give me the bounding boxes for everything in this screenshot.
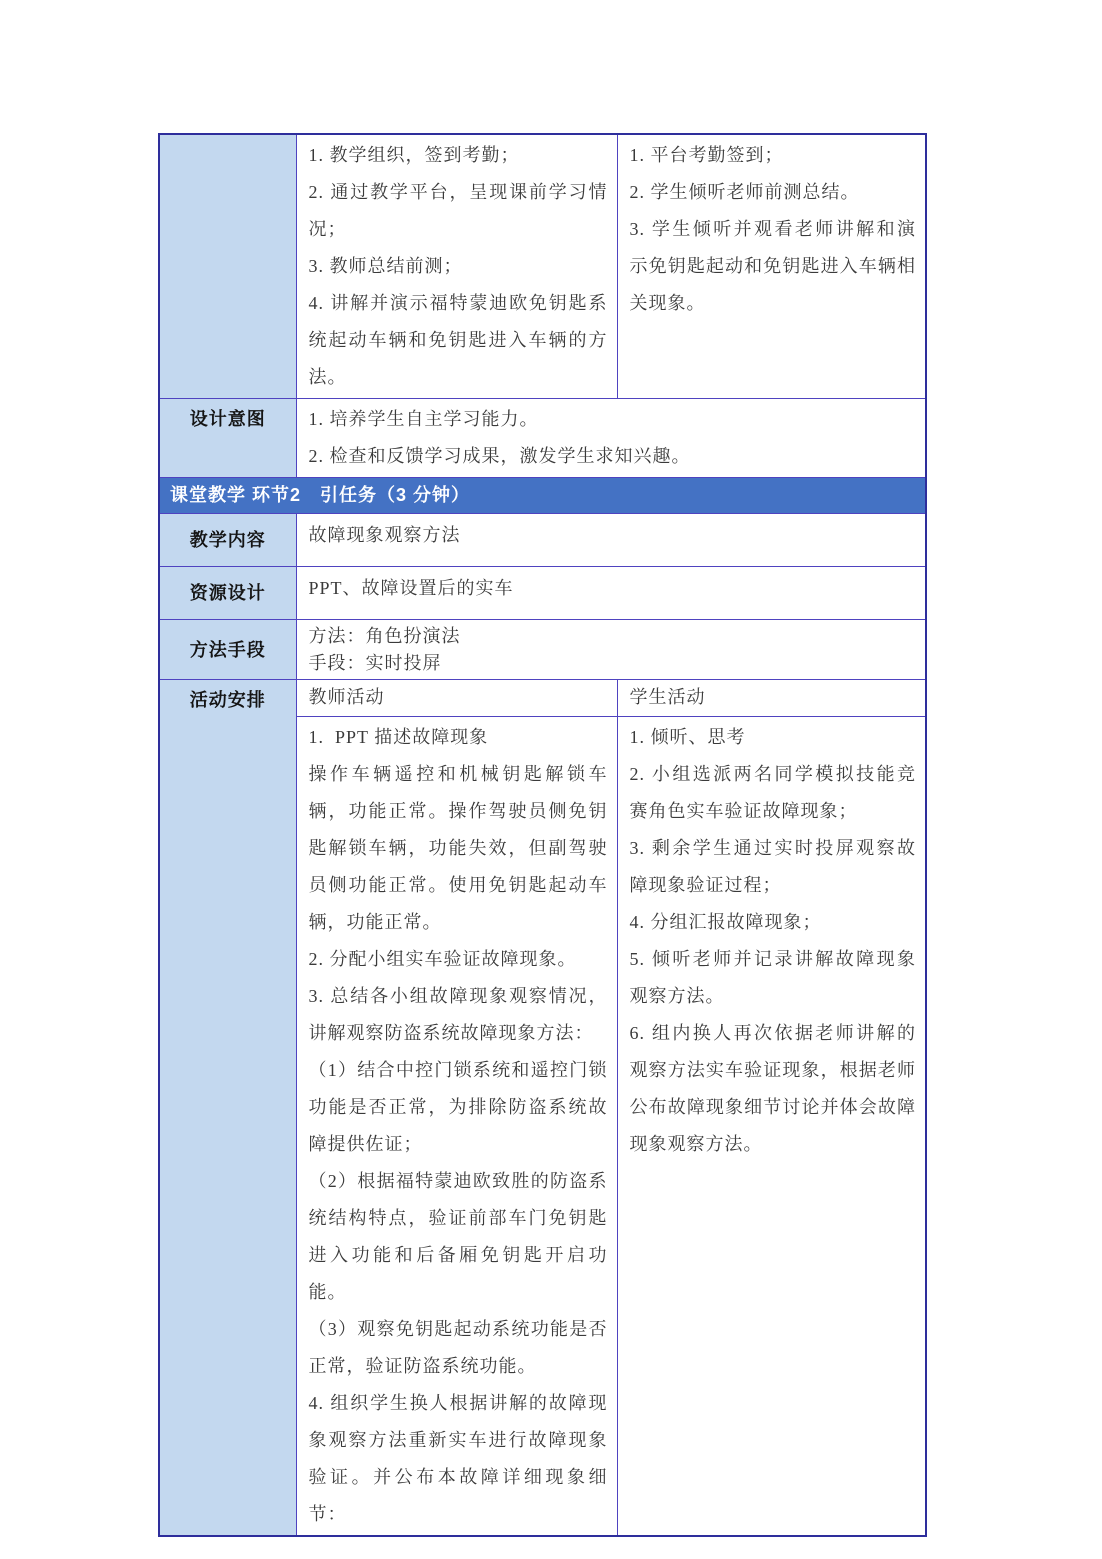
paragraph: 4. 组织学生换人根据讲解的故障现象观察方法重新实车进行故障现象验证。并公布本故障详细现象细节：: [308, 1393, 608, 1524]
cell-continuation-teacher: [296, 134, 617, 399]
cell-design-intent: [296, 399, 926, 478]
paragraph: 方法：角色扮演法: [308, 626, 461, 646]
table-row: [159, 399, 926, 478]
cell-activity-teacher: [296, 717, 617, 1537]
cell-continuation-student: [617, 134, 926, 399]
table-row: [159, 680, 926, 717]
paragraph: 3. 总结各小组故障现象观察情况，讲解观察防盗系统故障现象方法：: [308, 986, 608, 1043]
paragraph: 2. 小组选派两名同学模拟技能竞赛角色实车验证故障现象；: [629, 764, 916, 821]
paragraph: 1. 教学组织，签到考勤；: [308, 145, 520, 165]
table-row: [159, 134, 926, 399]
row-label-teaching-content: 教学内容: [159, 514, 296, 567]
table-row: [159, 620, 926, 680]
cell-method-means: [296, 620, 926, 680]
paragraph: 2. 通过教学平台，呈现课前学习情况；: [308, 182, 608, 239]
paragraph: 2. 分配小组实车验证故障现象。: [308, 949, 577, 969]
row-label-method-means: 方法手段: [159, 620, 296, 680]
cell-student-activity-header: 学生活动: [617, 680, 926, 717]
paragraph: 3. 教师总结前测；: [308, 256, 463, 276]
row-label-resource-design: 资源设计: [159, 567, 296, 620]
paragraph: 1. 培养学生自主学习能力。: [308, 409, 539, 429]
paragraph: 1. 倾听、思考: [629, 727, 746, 747]
paragraph: 6. 组内换人再次依据老师讲解的观察方法实车验证现象，根据老师公布故障现象细节讨论并体会故障现象观察方法。: [629, 1023, 916, 1154]
table-row: [159, 514, 926, 567]
cell-activity-student: [617, 717, 926, 1537]
cell-teacher-activity-header: 教师活动: [296, 680, 617, 717]
lesson-plan-table: [158, 133, 927, 1537]
paragraph: （2）根据福特蒙迪欧致胜的防盗系统结构特点，验证前部车门免钥匙进入功能和后备厢免钥匙开启功能。: [308, 1171, 608, 1302]
cell-resource-design: PPT、故障设置后的实车: [296, 567, 926, 620]
paragraph: 5. 倾听老师并记录讲解故障现象观察方法。: [629, 949, 916, 1006]
table-row: [159, 478, 926, 514]
row-label-empty: [159, 134, 296, 399]
table-row: [159, 567, 926, 620]
paragraph: 3. 学生倾听并观看老师讲解和演示免钥匙起动和免钥匙进入车辆相关现象。: [629, 219, 916, 313]
paragraph: （1）结合中控门锁系统和遥控门锁功能是否正常，为排除防盗系统故障提供佐证；: [308, 1060, 608, 1154]
section-band: 课堂教学 环节2 引任务（3 分钟）: [159, 478, 926, 514]
paragraph: 1. PPT 描述故障现象: [308, 727, 489, 747]
paragraph: 手段：实时投屏: [308, 653, 442, 673]
paragraph: （3）观察免钥匙起动系统功能是否正常，验证防盗系统功能。: [308, 1319, 608, 1376]
paragraph: 2. 检查和反馈学习成果，激发学生求知兴趣。: [308, 446, 691, 466]
paragraph: 4. 讲解并演示福特蒙迪欧免钥匙系统起动车辆和免钥匙进入车辆的方法。: [308, 293, 608, 387]
row-label-design-intent: 设计意图: [159, 399, 296, 478]
paragraph: 3. 剩余学生通过实时投屏观察故障现象验证过程；: [629, 838, 916, 895]
paragraph: 操作车辆遥控和机械钥匙解锁车辆，功能正常。操作驾驶员侧免钥匙解锁车辆，功能失效，但副驾驶员侧功能正常。使用免钥匙起动车辆，功能正常。: [308, 764, 608, 932]
row-label-activity: 活动安排: [159, 680, 296, 1537]
paragraph: 4. 分组汇报故障现象；: [629, 912, 822, 932]
cell-teaching-content: 故障现象观察方法: [296, 514, 926, 567]
paragraph: 1. 平台考勤签到；: [629, 145, 784, 165]
paragraph: 2. 学生倾听老师前测总结。: [629, 182, 860, 202]
